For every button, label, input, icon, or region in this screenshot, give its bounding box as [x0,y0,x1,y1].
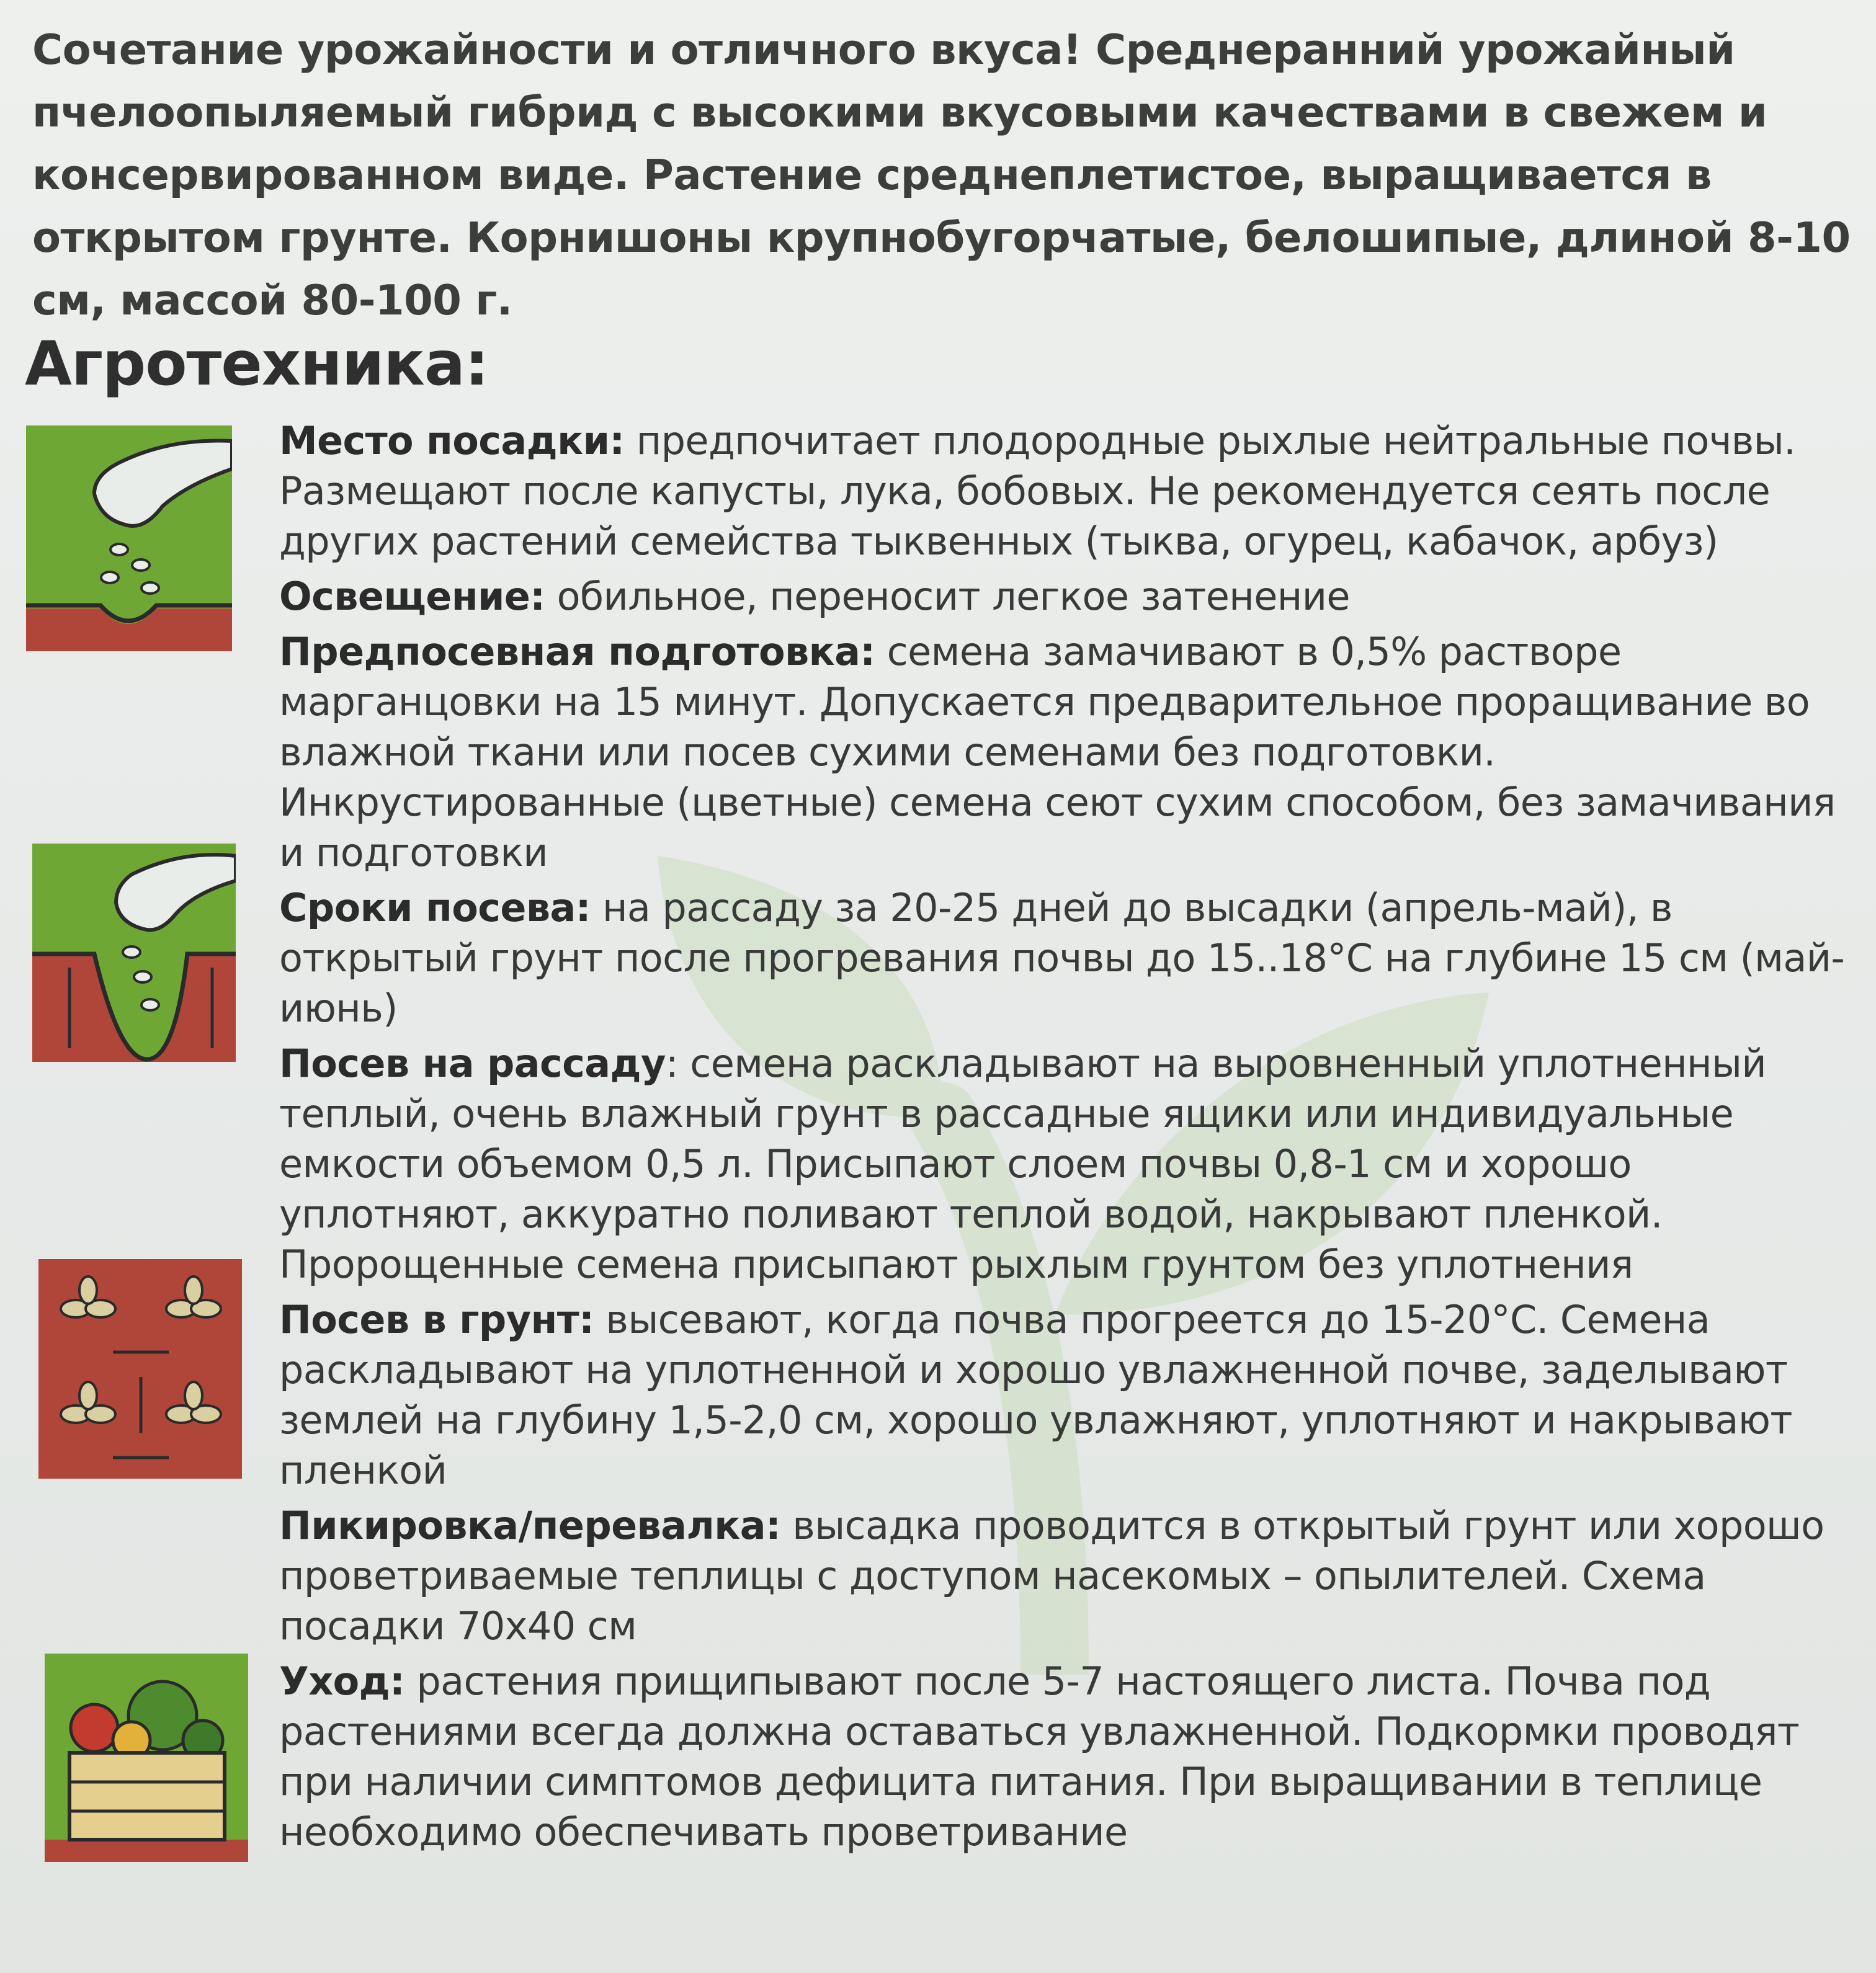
intro-paragraph: Сочетание урожайности и отличного вкуса! Среднеранний урожайный пчелоопыляемый гибрид с высокими вкусовыми качествами в свежем и консервированном виде. Растение среднеплетистое, выращивается в открытом грунте. Корнишоны крупнобугорчатые, белошипые, длиной 8-10 см, массой 80-100 г. [32,25,1851,324]
vegetable-crate-icon [45,1654,248,1862]
planting-site-icon [26,425,232,651]
seedling-spacing-icon [38,1259,242,1479]
section-lighting: Освещение: обильное, переносит легкое затенение [279,574,1350,619]
section-presowing-prep: Предпосевная подготовка: семена замачивают в 0,5% растворе марганцовки на 15 минут. Допускается предварительное проращивание во влажной ткани или посев сухими семенами без подготовки. Инкрустированные (цветные) семена сеют сухим способом, без замачивания и подготовки [279,629,1836,875]
agrotech-heading: Агротехника: [25,329,489,399]
section-planting-site: Место посадки: предпочитает плодородные рыхлые нейтральные почвы. Размещают после капусты, лука, бобовых. Не рекомендуется сеять после других растений семейства тыквенных (тыква, огурец, кабачок, арбуз) [279,418,1796,564]
section-seedling-sowing: Посев на рассаду: семена раскладывают на выровненный уплотненный теплый, очень влажный грунт в рассадные ящики или индивидуальные емкости объемом 0,5 л. Присыпают слоем почвы 0,8-1 см и хорошо уплотняют, аккуратно поливают теплой водой, накрывают пленкой. Пророщенные семена присыпают рыхлым грунтом без уплотнения [279,1041,1767,1287]
section-transplanting: Пикировка/перевалка: высадка проводится в открытый грунт или хорошо проветриваемые теплицы с доступом насекомых – опылителей. Схема посадки 70х40 см [279,1503,1825,1649]
section-sowing-dates: Сроки посева: на рассаду за 20-25 дней до высадки (апрель-май), в открытый грунт после прогревания почвы до 15..18°С на глубине 15 см (май-июнь) [279,885,1845,1031]
sowing-depth-icon [32,844,236,1062]
section-care: Уход: растения прищипывают после 5-7 настоящего листа. Почва под растениями всегда должна оставаться увлажненной. Подкормки проводят при наличии симптомов дефицита питания. При выращивании в теплице необходимо обеспечивать проветривание [279,1659,1800,1855]
agrotech-sections [279,416,1855,1862]
section-ground-sowing: Посев в грунт: высевают, когда почва прогреется до 15-20°С. Семена раскладывают на уплотненной и хорошо увлажненной почве, заделывают землей на глубину 1,5-2,0 см, хорошо увлажняют, уплотняют и накрывают пленкой [279,1297,1792,1493]
